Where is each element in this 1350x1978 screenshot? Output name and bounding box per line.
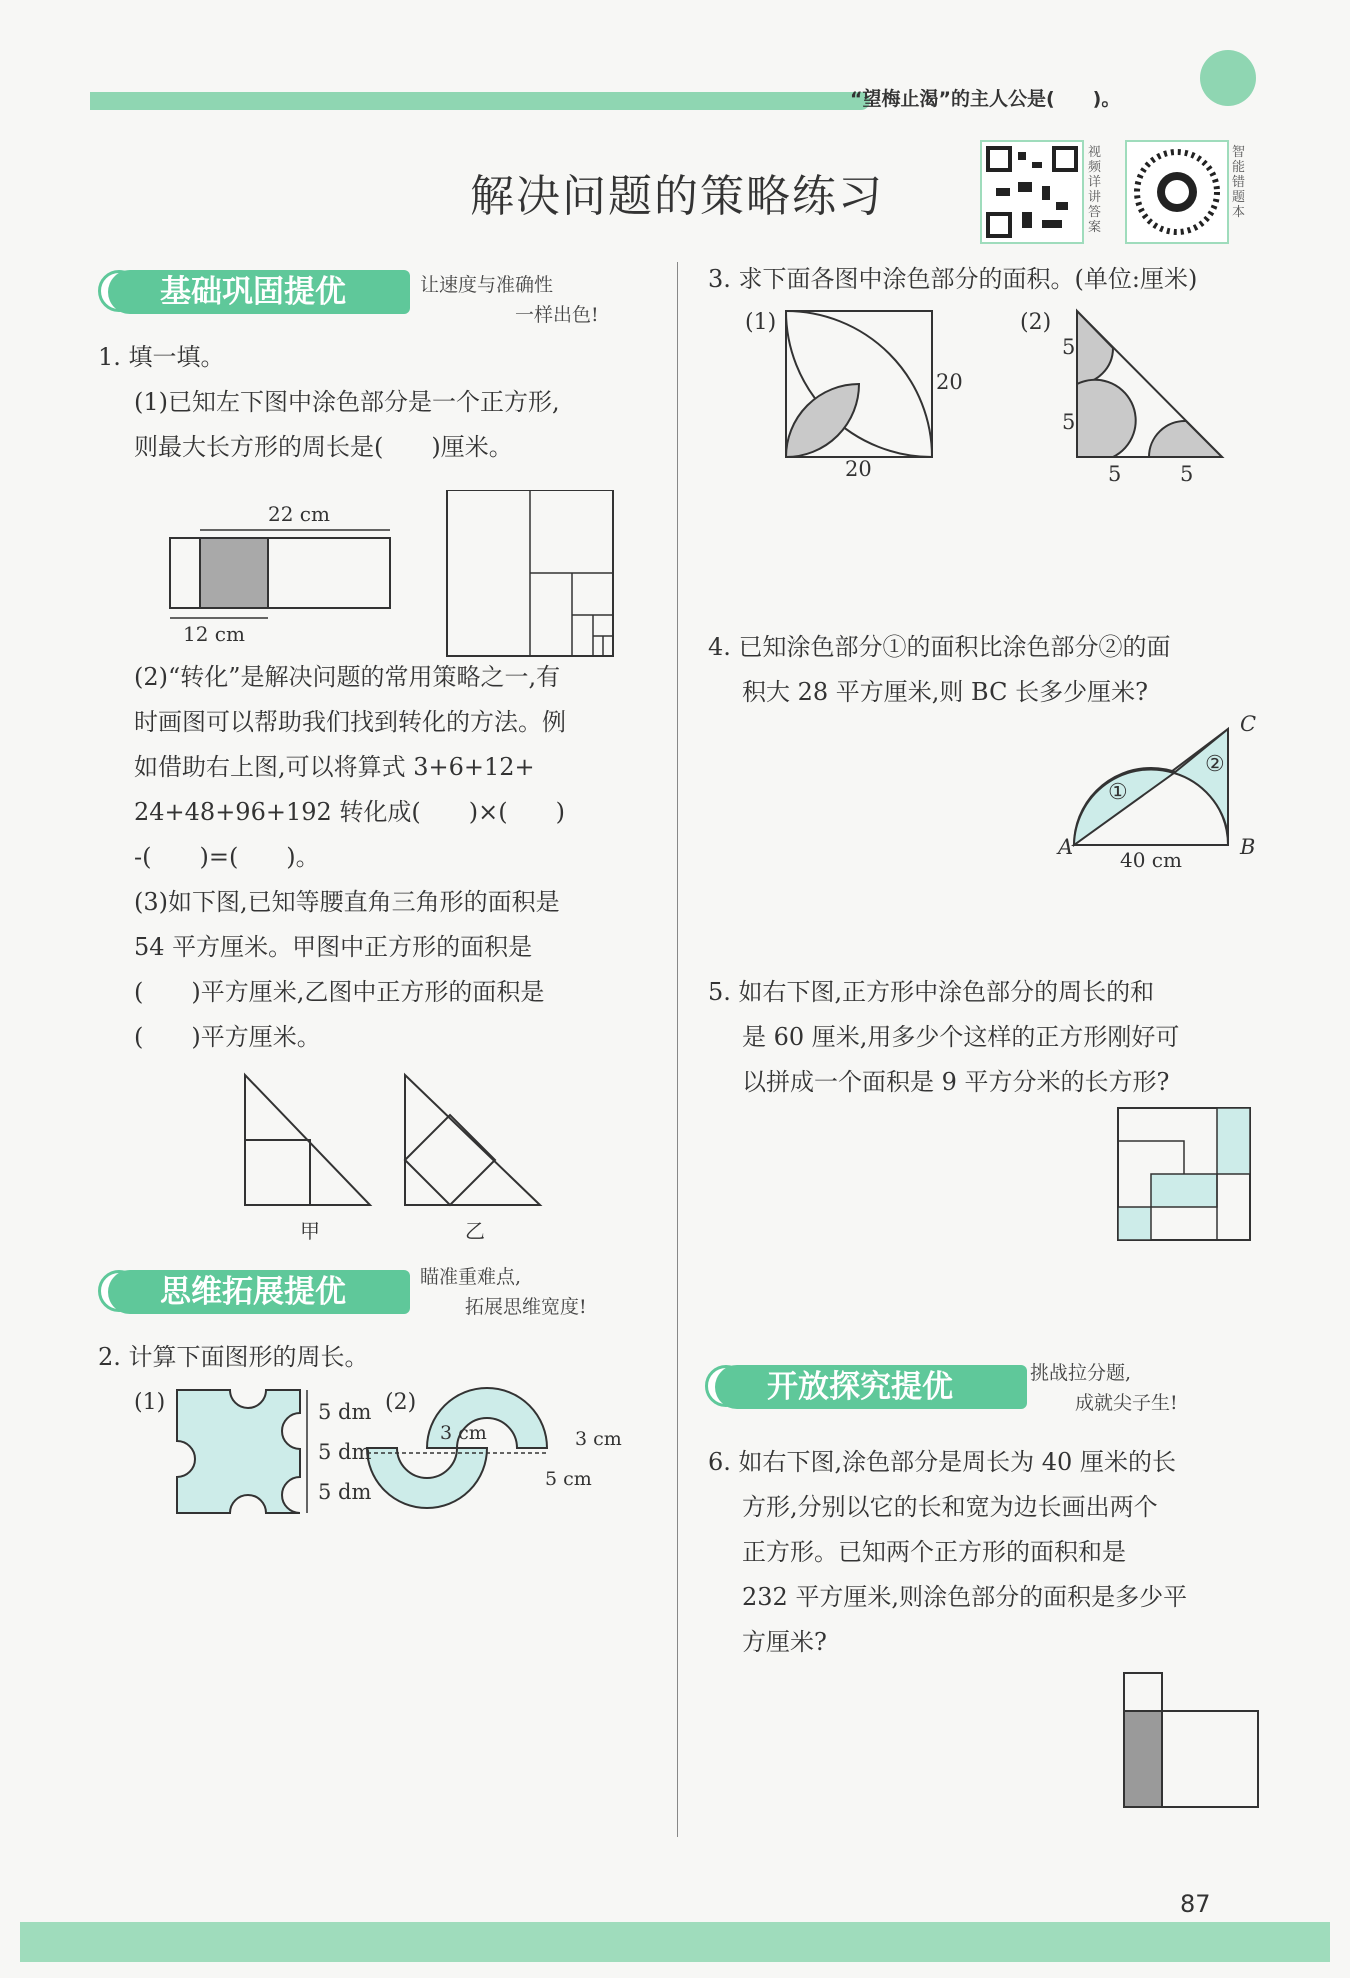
section-basic-slogan1: 让速度与准确性 <box>420 274 554 296</box>
q5-line3: 以拼成一个面积是 9 平方分米的长方形? <box>742 1068 1170 1096</box>
mini-program-code-icon <box>1127 142 1227 242</box>
q3-dim-v2: 5 <box>1062 410 1076 434</box>
q2-dim1: 5 dm <box>318 1400 372 1424</box>
label-yi: 乙 <box>465 1219 485 1243</box>
qr1-label: 视频详讲答案 <box>1088 145 1102 235</box>
q1-p3-line4: ( )平方厘米。 <box>134 1023 321 1051</box>
q4-mark2: ② <box>1205 752 1225 777</box>
q4-line1: 4. 已知涂色部分①的面积比涂色部分②的面 <box>708 633 1171 661</box>
q2-dim2: 5 dm <box>318 1440 372 1464</box>
q1-p2-line3: 如借助右上图,可以将算式 3+6+12+ <box>134 753 535 781</box>
q5-line1: 5. 如右下图,正方形中涂色部分的周长的和 <box>708 978 1155 1006</box>
q3-dim-h1: 5 <box>1108 462 1122 486</box>
q6-line4: 232 平方厘米,则涂色部分的面积是多少平 <box>742 1583 1188 1611</box>
section-open-slogan2: 成就尖子生! <box>1075 1392 1178 1414</box>
header-bar <box>90 92 870 110</box>
q3-dim-v1: 5 <box>1062 335 1076 359</box>
section-open-slogan1: 挑战拉分题, <box>1030 1362 1132 1384</box>
q3-heading: 3. 求下面各图中涂色部分的面积。(单位:厘米) <box>708 265 1198 293</box>
q1-heading: 1. 填一填。 <box>98 343 225 371</box>
q1-p3-line3: ( )平方厘米,乙图中正方形的面积是 <box>134 978 545 1006</box>
qr-pattern-icon <box>982 142 1082 242</box>
dim-12cm: 12 cm <box>183 622 245 646</box>
robot-mascot-icon <box>1200 50 1256 106</box>
q2-dim-3cm-b: 3 cm <box>575 1428 622 1450</box>
q3-dim-h2: 5 <box>1180 462 1194 486</box>
q2-label2: (2) <box>385 1390 417 1415</box>
q1-triangles <box>240 1070 550 1210</box>
q4-line2: 积大 28 平方厘米,则 BC 长多少厘米? <box>742 678 1148 706</box>
q1-p2-line5: -( )=( )。 <box>134 843 320 871</box>
q2-label1: (1) <box>134 1390 166 1415</box>
qr2-label: 智能错题本 <box>1232 145 1246 220</box>
q1-p2-line4: 24+48+96+192 转化成( )×( ) <box>134 798 565 826</box>
q2-dim-5cm: 5 cm <box>545 1468 592 1490</box>
page-number: 87 <box>1180 1890 1211 1918</box>
qr-code-video[interactable] <box>980 140 1084 244</box>
q1-p3-line1: (3)如下图,已知等腰直角三角形的面积是 <box>134 888 560 916</box>
q1-p2-line2: 时画图可以帮助我们找到转化的方法。例 <box>134 708 566 736</box>
q3-dim-side: 20 <box>936 370 963 394</box>
q2-dim-3cm-a: 3 cm <box>440 1422 487 1444</box>
label-jia: 甲 <box>300 1219 320 1243</box>
q4-point-b: B <box>1240 835 1256 859</box>
q1-p3-line2: 54 平方厘米。甲图中正方形的面积是 <box>134 933 533 961</box>
q3-label2: (2) <box>1020 310 1052 335</box>
page-title: 解决问题的策略练习 <box>470 171 884 222</box>
dim-22cm: 22 cm <box>268 502 330 526</box>
section-open-title: 开放探究提优 <box>715 1365 1027 1409</box>
q3-figures <box>780 305 1240 475</box>
q2-dim3: 5 dm <box>318 1480 372 1504</box>
section-thinking-slogan1: 瞄准重难点, <box>420 1266 522 1288</box>
q5-line2: 是 60 厘米,用多少个这样的正方形刚好可 <box>742 1023 1180 1051</box>
section-thinking-title: 思维拓展提优 <box>108 1270 410 1314</box>
q6-line2: 方形,分别以它的长和宽为边长画出两个 <box>742 1493 1158 1521</box>
q4-point-a: A <box>1058 835 1074 859</box>
q6-line5: 方厘米? <box>742 1628 827 1656</box>
shaded-square <box>200 538 268 608</box>
q4-mark1: ① <box>1108 780 1128 805</box>
q2-heading: 2. 计算下面图形的周长。 <box>98 1343 369 1371</box>
q5-figure <box>1115 1105 1255 1245</box>
q1-p2-line1: (2)“转化”是解决问题的常用策略之一,有 <box>134 663 561 691</box>
q4-figure <box>1070 725 1240 855</box>
qr-code-errors[interactable] <box>1125 140 1229 244</box>
section-basic-slogan2: 一样出色! <box>515 304 599 326</box>
q6-line3: 正方形。已知两个正方形的面积和是 <box>742 1538 1126 1566</box>
q1-p1-line2: 则最大长方形的周长是( )厘米。 <box>134 433 513 461</box>
footer-bar <box>20 1922 1330 1962</box>
q4-dim-40cm: 40 cm <box>1120 848 1182 872</box>
column-divider <box>677 262 678 1837</box>
q3-label1: (1) <box>745 310 777 335</box>
riddle-text: “望梅止渴”的主人公是( )。 <box>850 88 1121 110</box>
q4-point-c: C <box>1240 712 1257 736</box>
q3-dim-bottom: 20 <box>845 457 872 481</box>
q2-figures <box>172 1385 642 1525</box>
q1-p1-line1: (1)已知左下图中涂色部分是一个正方形, <box>134 388 560 416</box>
q6-line1: 6. 如右下图,涂色部分是周长为 40 厘米的长 <box>708 1448 1176 1476</box>
q6-figure <box>1115 1670 1260 1815</box>
section-basic-title: 基础巩固提优 <box>108 270 410 314</box>
section-thinking-slogan2: 拓展思维宽度! <box>465 1296 587 1318</box>
